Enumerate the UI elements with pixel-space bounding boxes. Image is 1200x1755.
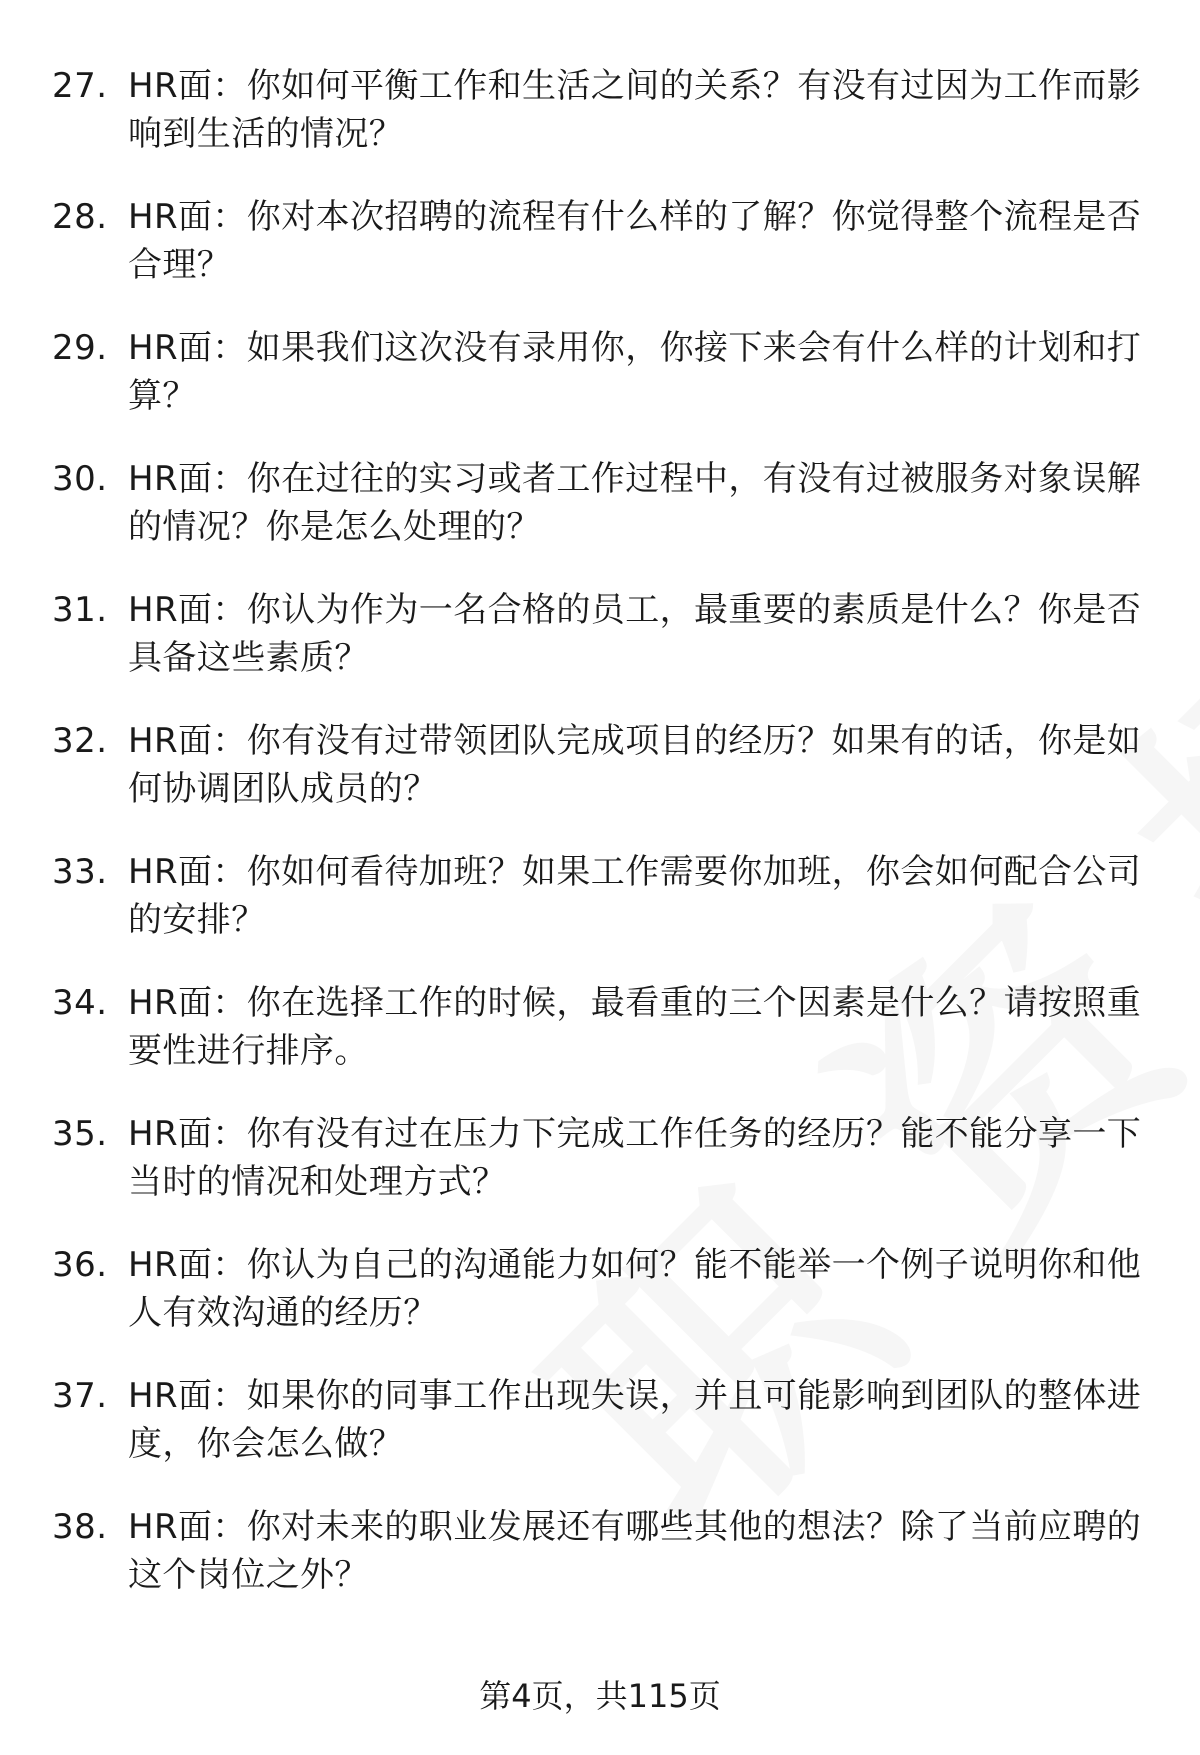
question-text: HR面：你对未来的职业发展还有哪些其他的想法？除了当前应聘的这个岗位之外？: [128, 1507, 1142, 1595]
question-number: 35.: [52, 1114, 108, 1154]
question-item-27: [0, 52, 1200, 183]
question-text: HR面：你认为作为一名合格的员工，最重要的素质是什么？你是否具备这些素质？: [128, 590, 1142, 678]
question-text: HR面：你如何看待加班？如果工作需要你加班，你会如何配合公司的安排？: [128, 852, 1142, 940]
question-number: 32.: [52, 721, 108, 761]
question-number: 37.: [52, 1376, 108, 1416]
question-item-30: [0, 445, 1200, 576]
question-text: HR面：你有没有过在压力下完成工作任务的经历？能不能分享一下当时的情况和处理方式？: [128, 1114, 1142, 1202]
question-item-33: [0, 838, 1200, 969]
question-item-34: [0, 969, 1200, 1100]
question-number: 27.: [52, 66, 108, 106]
question-item-37: [0, 1362, 1200, 1493]
question-item-32: [0, 707, 1200, 838]
question-number: 29.: [52, 328, 108, 368]
question-number: 34.: [52, 983, 108, 1023]
question-number: 31.: [52, 590, 108, 630]
question-number: 28.: [52, 197, 108, 237]
question-list: [0, 52, 1200, 1624]
question-text: HR面：你认为自己的沟通能力如何？能不能举一个例子说明你和他人有效沟通的经历？: [128, 1245, 1142, 1333]
question-text: HR面：你有没有过带领团队完成项目的经历？如果有的话，你是如何协调团队成员的？: [128, 721, 1142, 809]
question-text: HR面：你在过往的实习或者工作过程中，有没有过被服务对象误解的情况？你是怎么处理的？: [128, 459, 1142, 547]
question-item-29: [0, 314, 1200, 445]
question-item-36: [0, 1231, 1200, 1362]
question-text: HR面：你在选择工作的时候，最看重的三个因素是什么？请按照重要性进行排序。: [128, 983, 1142, 1071]
question-text: HR面：你对本次招聘的流程有什么样的了解？你觉得整个流程是否合理？: [128, 197, 1142, 285]
question-number: 38.: [52, 1507, 108, 1547]
question-number: 36.: [52, 1245, 108, 1285]
question-item-38: [0, 1493, 1200, 1624]
question-number: 30.: [52, 459, 108, 499]
question-number: 33.: [52, 852, 108, 892]
page-footer: 第4页，共115页: [479, 1677, 721, 1715]
question-item-28: [0, 183, 1200, 314]
question-text: HR面：如果我们这次没有录用你，你接下来会有什么样的计划和打算？: [128, 328, 1142, 416]
question-item-31: [0, 576, 1200, 707]
question-text: HR面：你如何平衡工作和生活之间的关系？有没有过因为工作而影响到生活的情况？: [128, 66, 1142, 154]
question-text: HR面：如果你的同事工作出现失误，并且可能影响到团队的整体进度，你会怎么做？: [128, 1376, 1142, 1464]
question-item-35: [0, 1100, 1200, 1231]
